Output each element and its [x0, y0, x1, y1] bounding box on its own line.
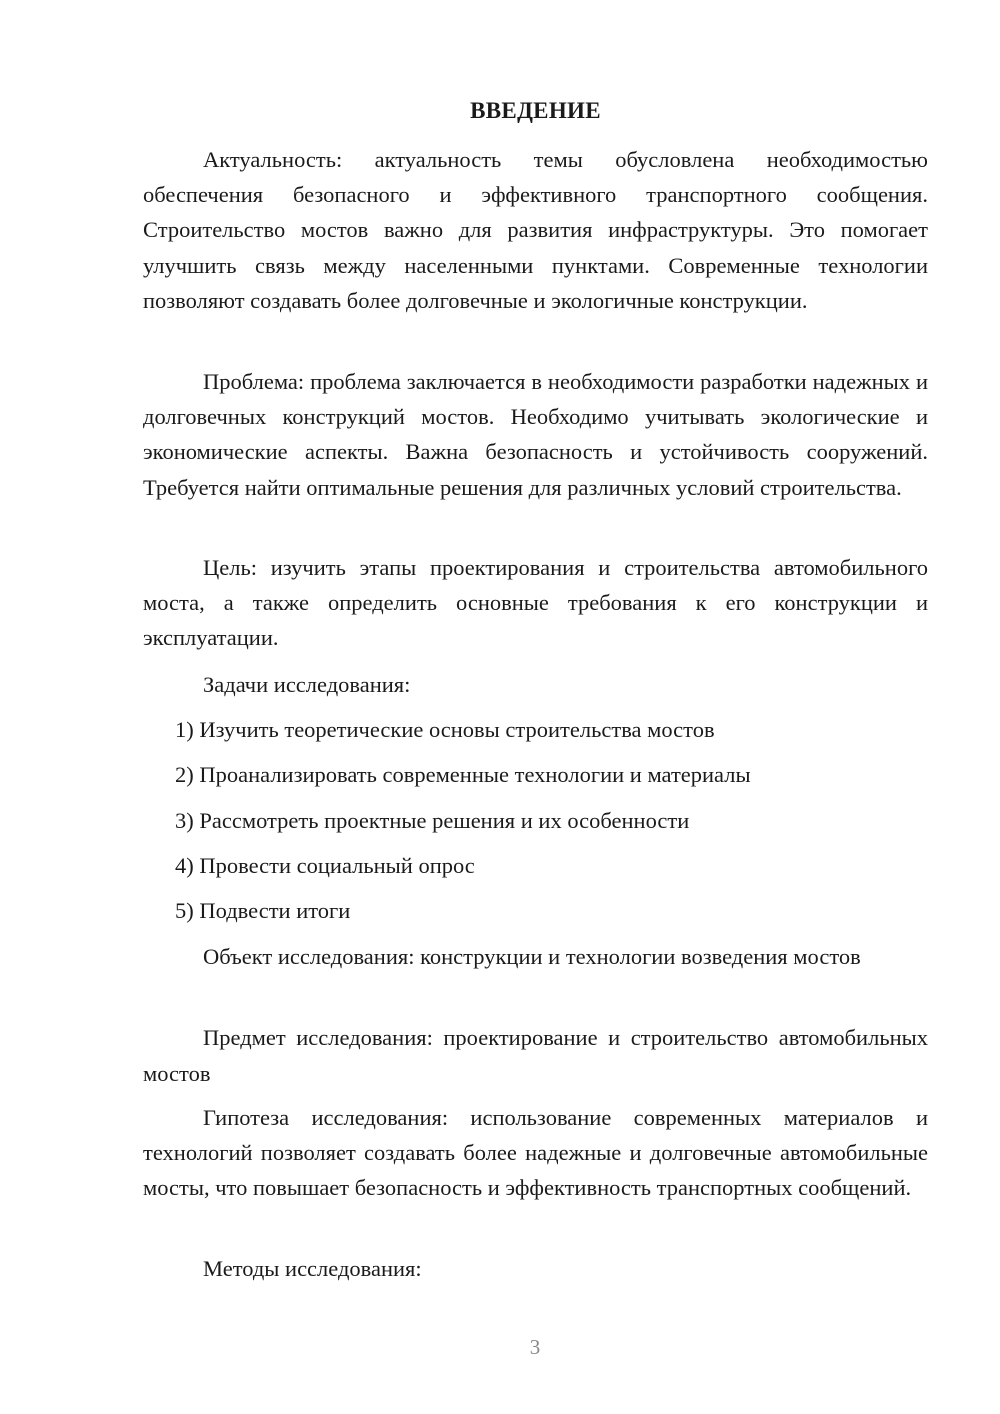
list-item: 4) Провести социальный опрос: [175, 853, 475, 878]
paragraph-subject: Предмет исследования: проектирование и строительство автомобильных мостов: [143, 1025, 928, 1086]
list-item: 5) Подвести итоги: [175, 898, 351, 923]
paragraph-goal: Цель: изучить этапы проектирования и строительства автомобильного моста, а также определить основные требования к его конструкции и эксплуатации.: [143, 555, 928, 651]
paragraph-hypothesis: Гипотеза исследования: использование современных материалов и технологий позволяет создавать более надежные и долговечные автомобильные мосты, что повышает безопасность и эффективность транспортных сообщений.: [143, 1105, 928, 1201]
list-item: 1) Изучить теоретические основы строительства мостов: [175, 717, 715, 742]
list-item: 2) Проанализировать современные технологии и материалы: [175, 762, 751, 787]
paragraph-object: Объект исследования: конструкции и технологии возведения мостов: [203, 944, 861, 969]
paragraph-relevance: Актуальность: актуальность темы обусловлена необходимостью обеспечения безопасного и эффективного транспортного сообщения. Строительство мостов важно для развития инфраструктуры. Это помогает улучшить связь между населенными пунктами. Современные технологии позволяют создавать более долговечные и экологичные конструкции.: [143, 147, 928, 313]
paragraph-problem: Проблема: проблема заключается в необходимости разработки надежных и долговечных конструкций мостов. Необходимо учитывать экологические и экономические аспекты. Важна безопасность и устойчивость сооружений. Требуется найти оптимальные решения для различных условий строительства.: [143, 369, 928, 500]
methods-heading: Методы исследования:: [203, 1256, 422, 1281]
list-item: 3) Рассмотреть проектные решения и их особенности: [175, 808, 690, 833]
page-number: 3: [529, 1335, 541, 1359]
page-title: ВВЕДЕНИЕ: [470, 98, 601, 123]
tasks-heading: Задачи исследования:: [203, 672, 411, 697]
